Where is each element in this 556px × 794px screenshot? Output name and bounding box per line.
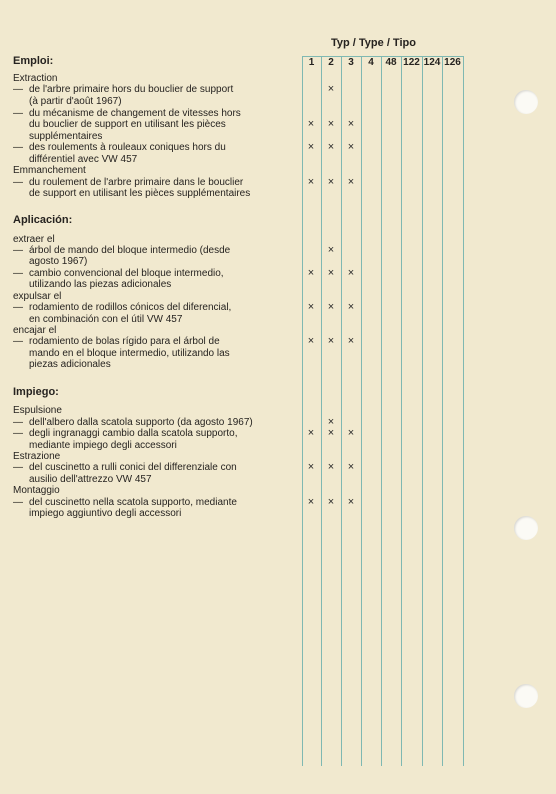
section-line: en combinación con el útil VW 457: [29, 314, 183, 325]
section-title-emploi: Emploi:: [13, 55, 54, 67]
applicability-mark: ×: [347, 335, 355, 347]
section-title-impiego: Impiego:: [13, 386, 59, 398]
applicability-mark: ×: [307, 301, 315, 313]
column-divider: [422, 56, 423, 766]
punch-hole: [514, 516, 538, 540]
section-line: Emmanchement: [13, 165, 86, 176]
applicability-mark: ×: [307, 427, 315, 439]
applicability-mark: ×: [327, 141, 335, 153]
item-dash: —: [13, 336, 23, 347]
section-line: du roulement de l'arbre primaire dans le bouclier: [29, 177, 244, 188]
column-divider: [463, 56, 464, 766]
section-line: Extraction: [13, 73, 58, 84]
section-line: (à partir d'août 1967): [29, 96, 122, 107]
applicability-mark: ×: [327, 267, 335, 279]
section-line: ausilio dell'attrezzo VW 457: [29, 474, 152, 485]
item-dash: —: [13, 108, 23, 119]
section-line: de l'arbre primaire hors du bouclier de support: [29, 84, 234, 95]
section-line: degli ingranaggi cambio dalla scatola supporto,: [29, 428, 238, 439]
item-dash: —: [13, 84, 23, 95]
section-line: agosto 1967): [29, 256, 88, 267]
section-title-aplicacion: Aplicación:: [13, 214, 73, 226]
applicability-mark: ×: [327, 118, 335, 130]
section-line: Montaggio: [13, 485, 60, 496]
section-line: des roulements à rouleaux coniques hors du: [29, 142, 226, 153]
applicability-mark: ×: [307, 496, 315, 508]
section-line: impiego aggiuntivo degli accessori: [29, 508, 182, 519]
applicability-mark: ×: [307, 335, 315, 347]
item-dash: —: [13, 497, 23, 508]
applicability-mark: ×: [327, 335, 335, 347]
section-line: cambio convencional del bloque intermedio,: [29, 268, 224, 279]
type-header: Typ / Type / Tipo: [331, 37, 416, 49]
applicability-mark: ×: [327, 427, 335, 439]
section-line: du bouclier de support en utilisant les pièces: [29, 119, 226, 130]
column-header-1: 1: [308, 57, 315, 68]
applicability-mark: ×: [347, 461, 355, 473]
item-dash: —: [13, 177, 23, 188]
column-header-124: 124: [423, 57, 441, 68]
section-line: du mécanisme de changement de vitesses hors: [29, 108, 241, 119]
column-divider: [442, 56, 443, 766]
item-dash: —: [13, 245, 23, 256]
applicability-mark: ×: [347, 496, 355, 508]
column-divider: [361, 56, 362, 766]
applicability-mark: ×: [347, 176, 355, 188]
section-line: árbol de mando del bloque intermedio (desde: [29, 245, 231, 256]
column-divider: [341, 56, 342, 766]
punch-hole: [514, 684, 538, 708]
section-line: encajar el: [13, 325, 57, 336]
item-dash: —: [13, 417, 23, 428]
section-line: supplémentaires: [29, 131, 103, 142]
applicability-mark: ×: [307, 461, 315, 473]
column-header-126: 126: [444, 57, 461, 68]
column-divider: [401, 56, 402, 766]
applicability-mark: ×: [307, 141, 315, 153]
column-divider: [381, 56, 382, 766]
applicability-mark: ×: [347, 141, 355, 153]
item-dash: —: [13, 428, 23, 439]
section-line: Estrazione: [13, 451, 61, 462]
applicability-mark: ×: [327, 83, 335, 95]
punch-hole: [514, 90, 538, 114]
applicability-mark: ×: [347, 118, 355, 130]
applicability-mark: ×: [327, 176, 335, 188]
applicability-mark: ×: [347, 427, 355, 439]
column-header-4: 4: [368, 57, 374, 68]
item-dash: —: [13, 268, 23, 279]
section-line: piezas adicionales: [29, 359, 111, 370]
section-line: utilizando las piezas adicionales: [29, 279, 172, 290]
section-line: de support en utilisant les pièces supplémentaires: [29, 188, 251, 199]
applicability-mark: ×: [327, 301, 335, 313]
section-line: mando en el bloque intermedio, utilizando las: [29, 348, 230, 359]
section-line: rodamiento de bolas rígido para el árbol de: [29, 336, 220, 347]
section-line: rodamiento de rodillos cónicos del diferencial,: [29, 302, 232, 313]
section-line: expulsar el: [13, 291, 62, 302]
section-line: dell'albero dalla scatola supporto (da agosto 1967): [29, 417, 253, 428]
column-header-2: 2: [328, 57, 334, 68]
section-line: Espulsione: [13, 405, 62, 416]
item-dash: —: [13, 302, 23, 313]
column-divider: [321, 56, 322, 766]
column-header-48: 48: [385, 57, 397, 68]
item-dash: —: [13, 462, 23, 473]
item-dash: —: [13, 142, 23, 153]
section-line: del cuscinetto nella scatola supporto, mediante: [29, 497, 237, 508]
column-divider: [302, 56, 303, 766]
applicability-mark: ×: [347, 267, 355, 279]
applicability-mark: ×: [307, 267, 315, 279]
applicability-mark: ×: [327, 416, 335, 428]
section-line: différentiel avec VW 457: [29, 154, 138, 165]
column-header-3: 3: [348, 57, 354, 68]
applicability-mark: ×: [347, 301, 355, 313]
applicability-mark: ×: [327, 244, 335, 256]
column-header-122: 122: [403, 57, 420, 68]
section-line: del cuscinetto a rulli conici del differenziale con: [29, 462, 237, 473]
applicability-mark: ×: [327, 496, 335, 508]
section-line: extraer el: [13, 234, 55, 245]
applicability-mark: ×: [307, 176, 315, 188]
applicability-mark: ×: [327, 461, 335, 473]
section-line: mediante impiego degli accessori: [29, 440, 177, 451]
applicability-mark: ×: [307, 118, 315, 130]
